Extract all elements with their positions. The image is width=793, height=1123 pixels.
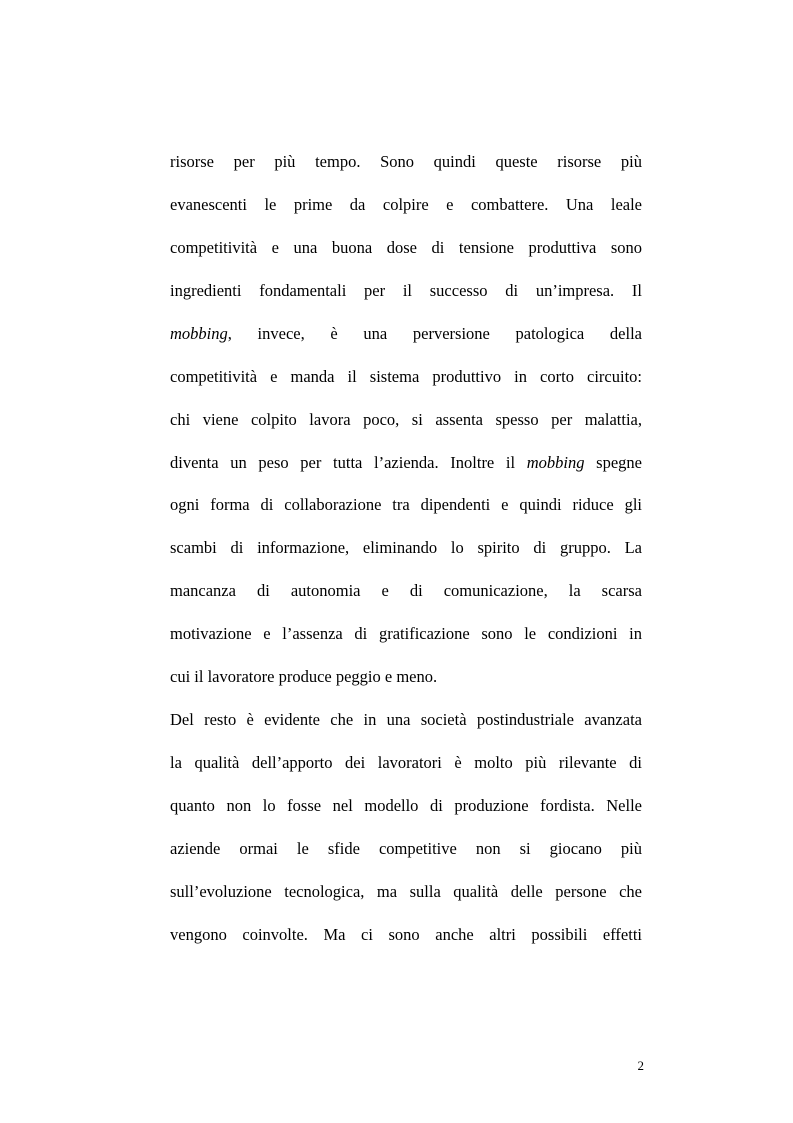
text-line	[170, 919, 642, 962]
text-line	[170, 575, 642, 618]
page-number: 2	[637, 1058, 644, 1073]
text-line	[170, 404, 642, 447]
text-line	[170, 275, 642, 318]
body-text	[170, 146, 642, 962]
text-line	[170, 747, 642, 790]
text-line	[170, 232, 642, 275]
text-line	[170, 876, 642, 919]
text-run: la qualità dell’apporto dei lavoratori è molto più rilevante di	[170, 753, 642, 772]
text-run: ingredienti fondamentali per il successo di un’impresa. Il	[170, 281, 642, 300]
text-run: competitività e manda il sistema produttivo in corto circuito:	[170, 367, 642, 386]
text-line	[170, 146, 642, 189]
text-run: competitività e una buona dose di tensione produttiva sono	[170, 238, 642, 257]
text-run: chi viene colpito lavora poco, si assenta spesso per malattia,	[170, 410, 642, 429]
text-line	[170, 704, 642, 747]
italic-term: mobbing	[170, 324, 228, 343]
text-run: diventa un peso per tutta l’azienda. Inoltre il	[170, 453, 527, 472]
text-line	[170, 833, 642, 876]
text-line	[170, 618, 642, 661]
text-line	[170, 790, 642, 833]
text-line	[170, 532, 642, 575]
text-line	[170, 318, 642, 361]
text-run: cui il lavoratore produce peggio e meno.	[170, 667, 438, 686]
text-line	[170, 489, 642, 532]
text-run: aziende ormai le sfide competitive non si giocano più	[170, 839, 642, 858]
text-run: spegne	[584, 453, 642, 472]
text-run: ogni forma di collaborazione tra dipendenti e quindi riduce gli	[170, 495, 642, 514]
text-line	[170, 361, 642, 404]
text-run: mancanza di autonomia e di comunicazione, la scarsa	[170, 581, 642, 600]
text-run: scambi di informazione, eliminando lo spirito di gruppo. La	[170, 538, 642, 557]
text-run: , invece, è una perversione patologica della	[227, 324, 642, 343]
text-run: quanto non lo fosse nel modello di produzione fordista. Nelle	[170, 796, 642, 815]
text-run: sull’evoluzione tecnologica, ma sulla qualità delle persone che	[170, 882, 642, 901]
text-line	[170, 661, 642, 704]
text-run: evanescenti le prime da colpire e combattere. Una leale	[170, 195, 642, 214]
text-run: vengono coinvolte. Ma ci sono anche altri possibili effetti	[170, 925, 642, 944]
text-line	[170, 189, 642, 232]
text-run: Del resto è evidente che in una società postindustriale avanzata	[170, 710, 642, 729]
text-run: risorse per più tempo. Sono quindi queste risorse più	[170, 152, 642, 171]
text-line	[170, 447, 642, 489]
italic-term: mobbing	[526, 453, 585, 472]
text-run: motivazione e l’assenza di gratificazione sono le condizioni in	[170, 624, 642, 643]
